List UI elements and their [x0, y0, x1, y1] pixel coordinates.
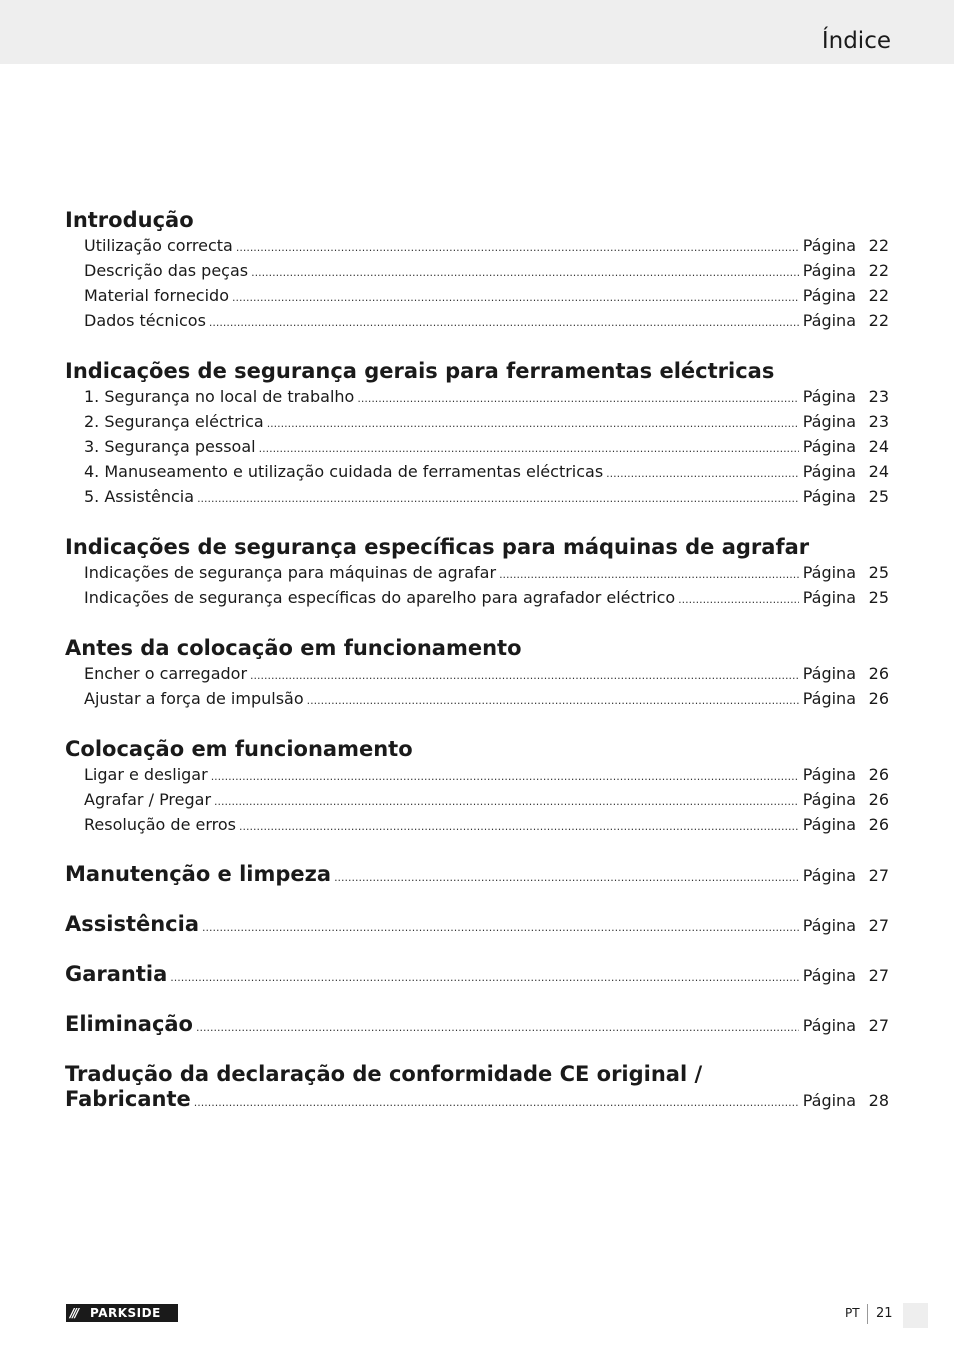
entry-label: 5. Assistência	[84, 487, 195, 506]
dot-leader	[307, 688, 799, 713]
toc-entry[interactable]	[65, 258, 889, 283]
page-word: Página	[802, 916, 856, 935]
section-heading-continued: Fabricante	[65, 1087, 191, 1111]
section-heading: Colocação em funcionamento	[65, 737, 413, 761]
page-word: Página	[802, 286, 856, 305]
page-word: Página	[802, 765, 856, 784]
toc-entry[interactable]	[65, 762, 889, 787]
toc-section-introducao	[65, 208, 889, 333]
page-number: 27	[868, 966, 889, 985]
page-word: Página	[802, 261, 856, 280]
toc-entry[interactable]	[65, 686, 889, 711]
section-heading: Indicações de segurança específicas para máquinas de agrafar	[65, 535, 810, 559]
page-word: Página	[802, 563, 856, 582]
toc-entry[interactable]	[65, 459, 889, 484]
table-of-contents	[65, 208, 889, 1112]
entry-label: Dados técnicos	[84, 311, 206, 330]
toc-entry[interactable]	[65, 233, 889, 258]
page-number: 22	[868, 311, 889, 330]
toc-section-eliminacao[interactable]	[65, 1012, 889, 1037]
language-code: PT	[845, 1306, 860, 1320]
toc-entry[interactable]	[65, 661, 889, 686]
toc-section-assistencia[interactable]	[65, 912, 889, 937]
page-number: 27	[868, 866, 889, 885]
page-number: 26	[868, 815, 889, 834]
toc-entry[interactable]	[65, 434, 889, 459]
page-number: 26	[868, 664, 889, 683]
page-word: Página	[802, 866, 856, 885]
toc-entry[interactable]	[65, 409, 889, 434]
logo-slash-mark: ///	[70, 1306, 78, 1320]
entry-label: Ligar e desligar	[84, 765, 208, 784]
toc-section-seguranca-agrafar	[65, 535, 889, 610]
dot-leader	[232, 285, 799, 310]
parkside-logo	[66, 1304, 178, 1322]
footer-tab-box	[903, 1303, 928, 1328]
page-word: Página	[802, 236, 856, 255]
toc-section-antes-funcionamento	[65, 636, 889, 711]
entry-label: Resolução de erros	[84, 815, 237, 834]
toc-entry[interactable]	[65, 787, 889, 812]
dot-leader	[357, 386, 798, 411]
page-word: Página	[802, 588, 856, 607]
page-number: 24	[868, 437, 889, 456]
section-heading: Tradução da declaração de conformidade CE original /	[65, 1062, 703, 1086]
logo-brand-text: PARKSIDE	[90, 1306, 161, 1320]
dot-leader	[251, 260, 799, 285]
page-number: 28	[868, 1091, 889, 1110]
page-number: 26	[868, 790, 889, 809]
entry-label: Utilização correcta	[84, 236, 233, 255]
dot-leader	[202, 915, 799, 940]
section-heading: Indicações de segurança gerais para ferramentas eléctricas	[65, 359, 775, 383]
dot-leader	[499, 562, 799, 587]
section-heading: Antes da colocação em funcionamento	[65, 636, 522, 660]
page-title: Índice	[821, 28, 891, 54]
dot-leader	[209, 310, 799, 335]
page-number: 24	[868, 462, 889, 481]
page-word: Página	[802, 437, 856, 456]
section-heading: Eliminação	[65, 1012, 193, 1036]
page-number: 23	[868, 412, 889, 431]
dot-leader	[196, 1015, 799, 1040]
dot-leader	[194, 1090, 799, 1115]
toc-section-garantia[interactable]	[65, 962, 889, 987]
section-heading: Assistência	[65, 912, 199, 936]
toc-section-seguranca-geral	[65, 359, 889, 509]
toc-section-manutencao[interactable]	[65, 862, 889, 887]
dot-leader	[678, 587, 799, 612]
page-number: 25	[868, 487, 889, 506]
dot-leader	[197, 486, 799, 511]
page-word: Página	[802, 1016, 856, 1035]
section-heading: Manutenção e limpeza	[65, 862, 332, 886]
page-number: 27	[868, 1016, 889, 1035]
entry-label: 4. Manuseamento e utilização cuidada de ferramentas eléctricas	[84, 462, 604, 481]
page-word: Página	[802, 966, 856, 985]
page-word: Página	[802, 689, 856, 708]
page-number: 25	[868, 563, 889, 582]
header-band	[0, 0, 954, 64]
entry-label: Indicações de segurança específicas do aparelho para agrafador eléctrico	[84, 588, 676, 607]
toc-entry[interactable]	[65, 812, 889, 837]
page-word: Página	[802, 790, 856, 809]
entry-label: Agrafar / Pregar	[84, 790, 212, 809]
entry-label: 2. Segurança eléctrica	[84, 412, 264, 431]
dot-leader	[334, 865, 799, 890]
toc-entry[interactable]	[65, 308, 889, 333]
toc-entry[interactable]	[65, 560, 889, 585]
page-word: Página	[802, 387, 856, 406]
dot-leader	[214, 789, 799, 814]
page-number: 26	[868, 689, 889, 708]
entry-label: Encher o carregador	[84, 664, 248, 683]
section-heading: Introdução	[65, 208, 194, 232]
dot-leader	[239, 814, 799, 839]
toc-entry[interactable]	[65, 484, 889, 509]
entry-label: Ajustar a força de impulsão	[84, 689, 304, 708]
page-number: 27	[868, 916, 889, 935]
toc-section-funcionamento	[65, 737, 889, 837]
toc-section-declaracao[interactable]	[65, 1062, 889, 1112]
footer-divider	[867, 1304, 868, 1324]
footer-page-number: 21	[876, 1306, 893, 1321]
entry-label: 3. Segurança pessoal	[84, 437, 256, 456]
page-number: 26	[868, 765, 889, 784]
dot-leader	[606, 461, 799, 486]
entry-label: Indicações de segurança para máquinas de agrafar	[84, 563, 497, 582]
dot-leader	[259, 436, 799, 461]
toc-entry[interactable]	[65, 283, 889, 308]
entry-label: Descrição das peças	[84, 261, 249, 280]
page-word: Página	[802, 311, 856, 330]
dot-leader	[250, 663, 799, 688]
page-number: 23	[868, 387, 889, 406]
dot-leader	[211, 764, 799, 789]
page-number: 22	[868, 261, 889, 280]
toc-entry[interactable]	[65, 585, 889, 610]
section-heading: Garantia	[65, 962, 168, 986]
toc-entry[interactable]	[65, 384, 889, 409]
dot-leader	[170, 965, 798, 990]
page-word: Página	[802, 664, 856, 683]
dot-leader	[236, 235, 799, 260]
page-word: Página	[802, 815, 856, 834]
page-number: 22	[868, 286, 889, 305]
page-word: Página	[802, 412, 856, 431]
page-word: Página	[802, 462, 856, 481]
page-number: 25	[868, 588, 889, 607]
page-word: Página	[802, 487, 856, 506]
entry-label: Material fornecido	[84, 286, 229, 305]
page-word: Página	[802, 1091, 856, 1110]
page-number: 22	[868, 236, 889, 255]
dot-leader	[267, 411, 799, 436]
entry-label: 1. Segurança no local de trabalho	[84, 387, 355, 406]
